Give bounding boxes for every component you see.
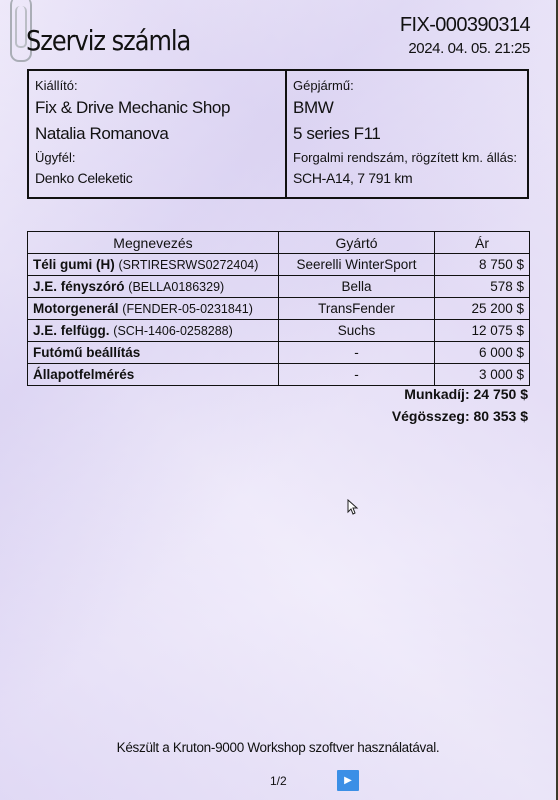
- play-icon: ▶: [344, 775, 352, 786]
- plate-label: Forgalmi rendszám, rögzített km. állás:: [293, 150, 517, 165]
- info-box: [27, 69, 529, 199]
- item-code: (BELLA0186329): [128, 280, 225, 294]
- customer-name: Denko Celeketic: [35, 170, 133, 186]
- item-manufacturer: Suchs: [279, 320, 435, 342]
- header-price: Ár: [435, 232, 530, 254]
- vehicle-column: [287, 71, 527, 197]
- vehicle-label: Gépjármű:: [293, 78, 354, 93]
- item-name: J.E. felfügg.: [33, 323, 110, 338]
- item-code: (SRTIRESRWS0272404): [118, 258, 259, 272]
- item-name-cell: [28, 364, 279, 386]
- table-row: [28, 276, 530, 298]
- issuer-label: Kiállító:: [35, 78, 78, 93]
- item-price: 3 000 $: [435, 364, 530, 386]
- item-code: (SCH-1406-0258288): [113, 324, 233, 338]
- item-price: 8 750 $: [435, 254, 530, 276]
- table-row: [28, 342, 530, 364]
- item-name-cell: [28, 320, 279, 342]
- item-manufacturer: -: [279, 364, 435, 386]
- table-row: [28, 364, 530, 386]
- item-name: Motorgenerál: [33, 301, 119, 316]
- plate-value: SCH-A14, 7 791 km: [293, 170, 413, 186]
- invoice-datetime: 2024. 04. 05. 21:25: [408, 40, 530, 57]
- invoice-title: Szerviz számla: [26, 24, 191, 57]
- item-price: 6 000 $: [435, 342, 530, 364]
- item-name: Állapotfelmérés: [33, 367, 135, 382]
- item-manufacturer: Seerelli WinterSport: [279, 254, 435, 276]
- pager: [0, 770, 556, 790]
- items-table: [27, 231, 530, 386]
- customer-label: Ügyfél:: [35, 150, 76, 165]
- item-name: Téli gumi (H): [33, 257, 115, 272]
- next-page-button[interactable]: [337, 770, 359, 791]
- header-name: Megnevezés: [28, 232, 279, 254]
- issuer-shop: Fix & Drive Mechanic Shop: [35, 98, 231, 117]
- table-row: [28, 254, 530, 276]
- item-name-cell: [28, 342, 279, 364]
- item-manufacturer: Bella: [279, 276, 435, 298]
- item-name-cell: [28, 276, 279, 298]
- vehicle-model: 5 series F11: [293, 124, 381, 143]
- table-row: [28, 320, 530, 342]
- table-header-row: [28, 232, 530, 254]
- item-manufacturer: TransFender: [279, 298, 435, 320]
- invoice-number: FIX-000390314: [399, 14, 530, 36]
- header-manufacturer: Gyártó: [279, 232, 435, 254]
- footer-credit: Készült a Kruton-9000 Workshop szoftver használatával.: [116, 740, 440, 755]
- item-name-cell: [28, 298, 279, 320]
- item-name: Futómű beállítás: [33, 345, 141, 360]
- item-price: 12 075 $: [435, 320, 530, 342]
- table-row: [28, 298, 530, 320]
- item-price: 25 200 $: [435, 298, 530, 320]
- item-price: 578 $: [435, 276, 530, 298]
- labor-total: Munkadíj: 24 750 $: [404, 386, 528, 402]
- vehicle-make: BMW: [293, 98, 334, 117]
- item-manufacturer: -: [279, 342, 435, 364]
- item-code: (FENDER-05-0231841): [122, 302, 253, 316]
- issuer-customer-column: [29, 71, 287, 197]
- grand-total: Végösszeg: 80 353 $: [391, 408, 528, 424]
- issuer-person: Natalia Romanova: [35, 124, 169, 143]
- item-name: J.E. fényszóró: [33, 279, 125, 294]
- item-name-cell: [28, 254, 279, 276]
- page-indicator: 1/2: [270, 774, 287, 788]
